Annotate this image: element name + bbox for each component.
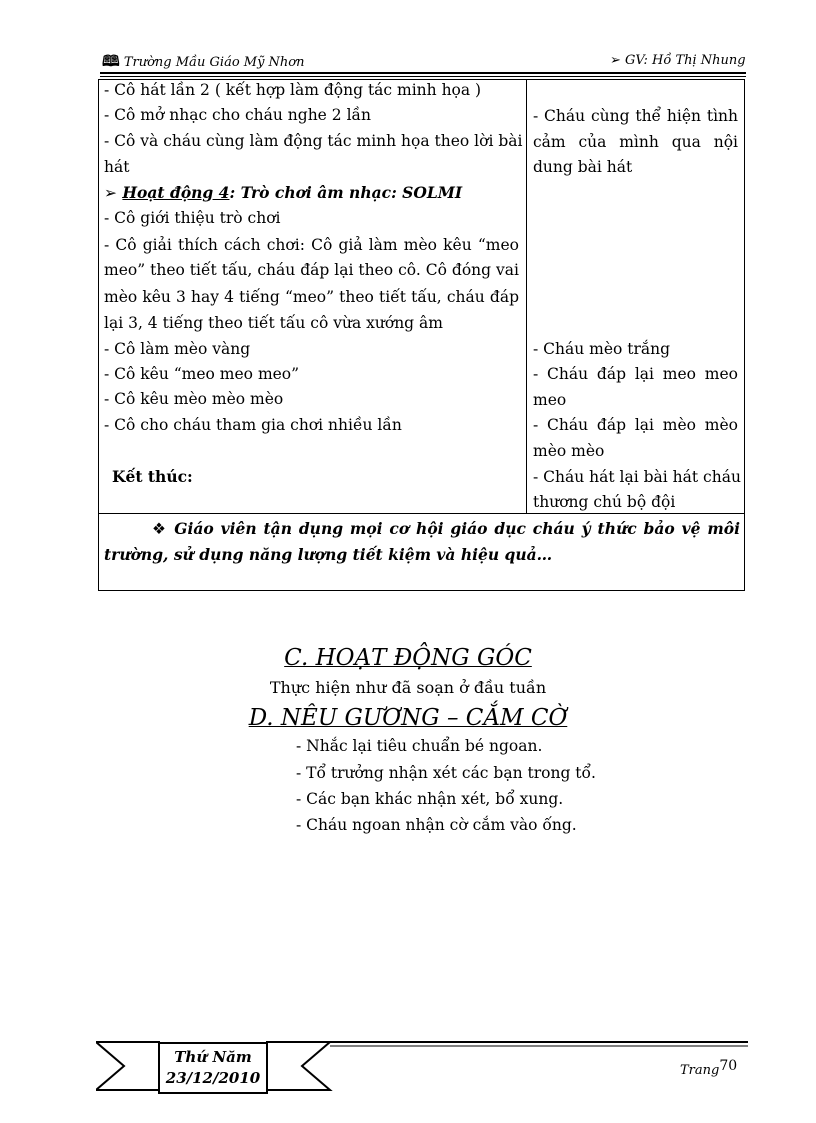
right-line: cảm của mình qua nội xyxy=(533,133,738,151)
header-rule-thin xyxy=(100,76,746,77)
left-line: - Cô giới thiệu trò chơi xyxy=(104,209,281,227)
left-line: hát xyxy=(104,158,130,176)
left-line: - Cô và cháu cùng làm động tác minh họa theo lời bài xyxy=(104,132,523,150)
right-line: dung bài hát xyxy=(533,158,633,176)
left-line: - Cô hát lần 2 ( kết hợp làm động tác minh họa ) xyxy=(104,81,482,99)
arrowhead-icon: ➢ xyxy=(610,53,621,68)
page-number-value: 70 xyxy=(719,1058,738,1074)
right-line: meo xyxy=(533,391,567,409)
section-c-subtitle: Thực hiện như đã soạn ở đầu tuần xyxy=(269,678,547,697)
left-line: - Cô giải thích cách chơi: Cô giả làm mèo kêu “meo xyxy=(104,236,519,254)
page-number xyxy=(680,1058,737,1078)
activity-4-heading xyxy=(104,183,462,203)
right-line: thương chú bộ đội xyxy=(533,493,676,511)
right-line: - Cháu hát lại bài hát cháu xyxy=(533,468,741,486)
right-line: - Cháu đáp lại meo meo xyxy=(533,365,738,383)
row-divider xyxy=(98,513,745,514)
right-line: - Cháu mèo trắng xyxy=(533,340,671,358)
activity-label: Hoạt động 4 xyxy=(122,183,230,202)
header-left-text: Trường Mầu Giáo Mỹ Nhơn xyxy=(123,55,305,70)
left-line: - Cô kêu “meo meo meo” xyxy=(104,365,300,383)
header-right xyxy=(610,53,746,68)
teacher-note xyxy=(104,516,740,568)
left-line: - Cô cho cháu tham gia chơi nhiều lần xyxy=(104,416,402,434)
section-c-title: C. HOẠT ĐỘNG GÓC xyxy=(284,645,532,671)
note-line-1: ❖ Giáo viên tận dụng mọi cơ hội giáo dục cháu ý thức bảo vệ môi xyxy=(104,516,740,542)
note-line-2: trường, sử dụng năng lượng tiết kiệm và hiệu quả… xyxy=(104,545,553,564)
header-right-text: GV: Hồ Thị Nhung xyxy=(625,53,746,68)
footer-day: Thứ Năm xyxy=(174,1048,252,1066)
lesson-table xyxy=(98,79,745,591)
right-line: - Cháu đáp lại mèo mèo xyxy=(533,416,738,434)
right-line: - Cháu cùng thể hiện tình xyxy=(533,107,738,125)
left-line: - Cô kêu mèo mèo mèo xyxy=(104,390,284,408)
list-item: - Nhắc lại tiêu chuẩn bé ngoan. xyxy=(296,737,543,755)
header-rule xyxy=(100,72,746,74)
list-item: - Tổ trưởng nhận xét các bạn trong tổ. xyxy=(296,764,596,782)
left-line: - Cô làm mèo vàng xyxy=(104,340,251,358)
left-line: - Cô mở nhạc cho cháu nghe 2 lần xyxy=(104,106,372,124)
page-label: Trang xyxy=(680,1063,720,1078)
footer-date-box xyxy=(158,1042,268,1094)
activity-title: : Trò chơi âm nhạc: SOLMI xyxy=(229,183,463,202)
left-line: meo” theo tiết tấu, cháu đáp lại theo cô. Cô đóng vai xyxy=(104,261,519,279)
ending-label: Kết thúc: xyxy=(112,467,193,486)
footer-date: 23/12/2010 xyxy=(165,1069,261,1087)
list-item: - Các bạn khác nhận xét, bổ xung. xyxy=(296,790,564,808)
left-line: lại 3, 4 tiếng theo tiết tấu cô vừa xướng âm xyxy=(104,314,443,332)
book-icon: 🕮 xyxy=(102,52,120,70)
section-d-title: D. NÊU GƯƠNG – CẮM CỜ xyxy=(248,705,568,731)
column-divider xyxy=(526,79,527,513)
list-item: - Cháu ngoan nhận cờ cắm vào ống. xyxy=(296,816,577,834)
arrowhead-icon: ➢ xyxy=(104,184,117,202)
left-line: mèo kêu 3 hay 4 tiếng “meo” theo tiết tấu, cháu đáp xyxy=(104,288,519,306)
diamond-bullet-icon: ❖ xyxy=(152,520,168,538)
right-line: mèo mèo xyxy=(533,442,605,460)
